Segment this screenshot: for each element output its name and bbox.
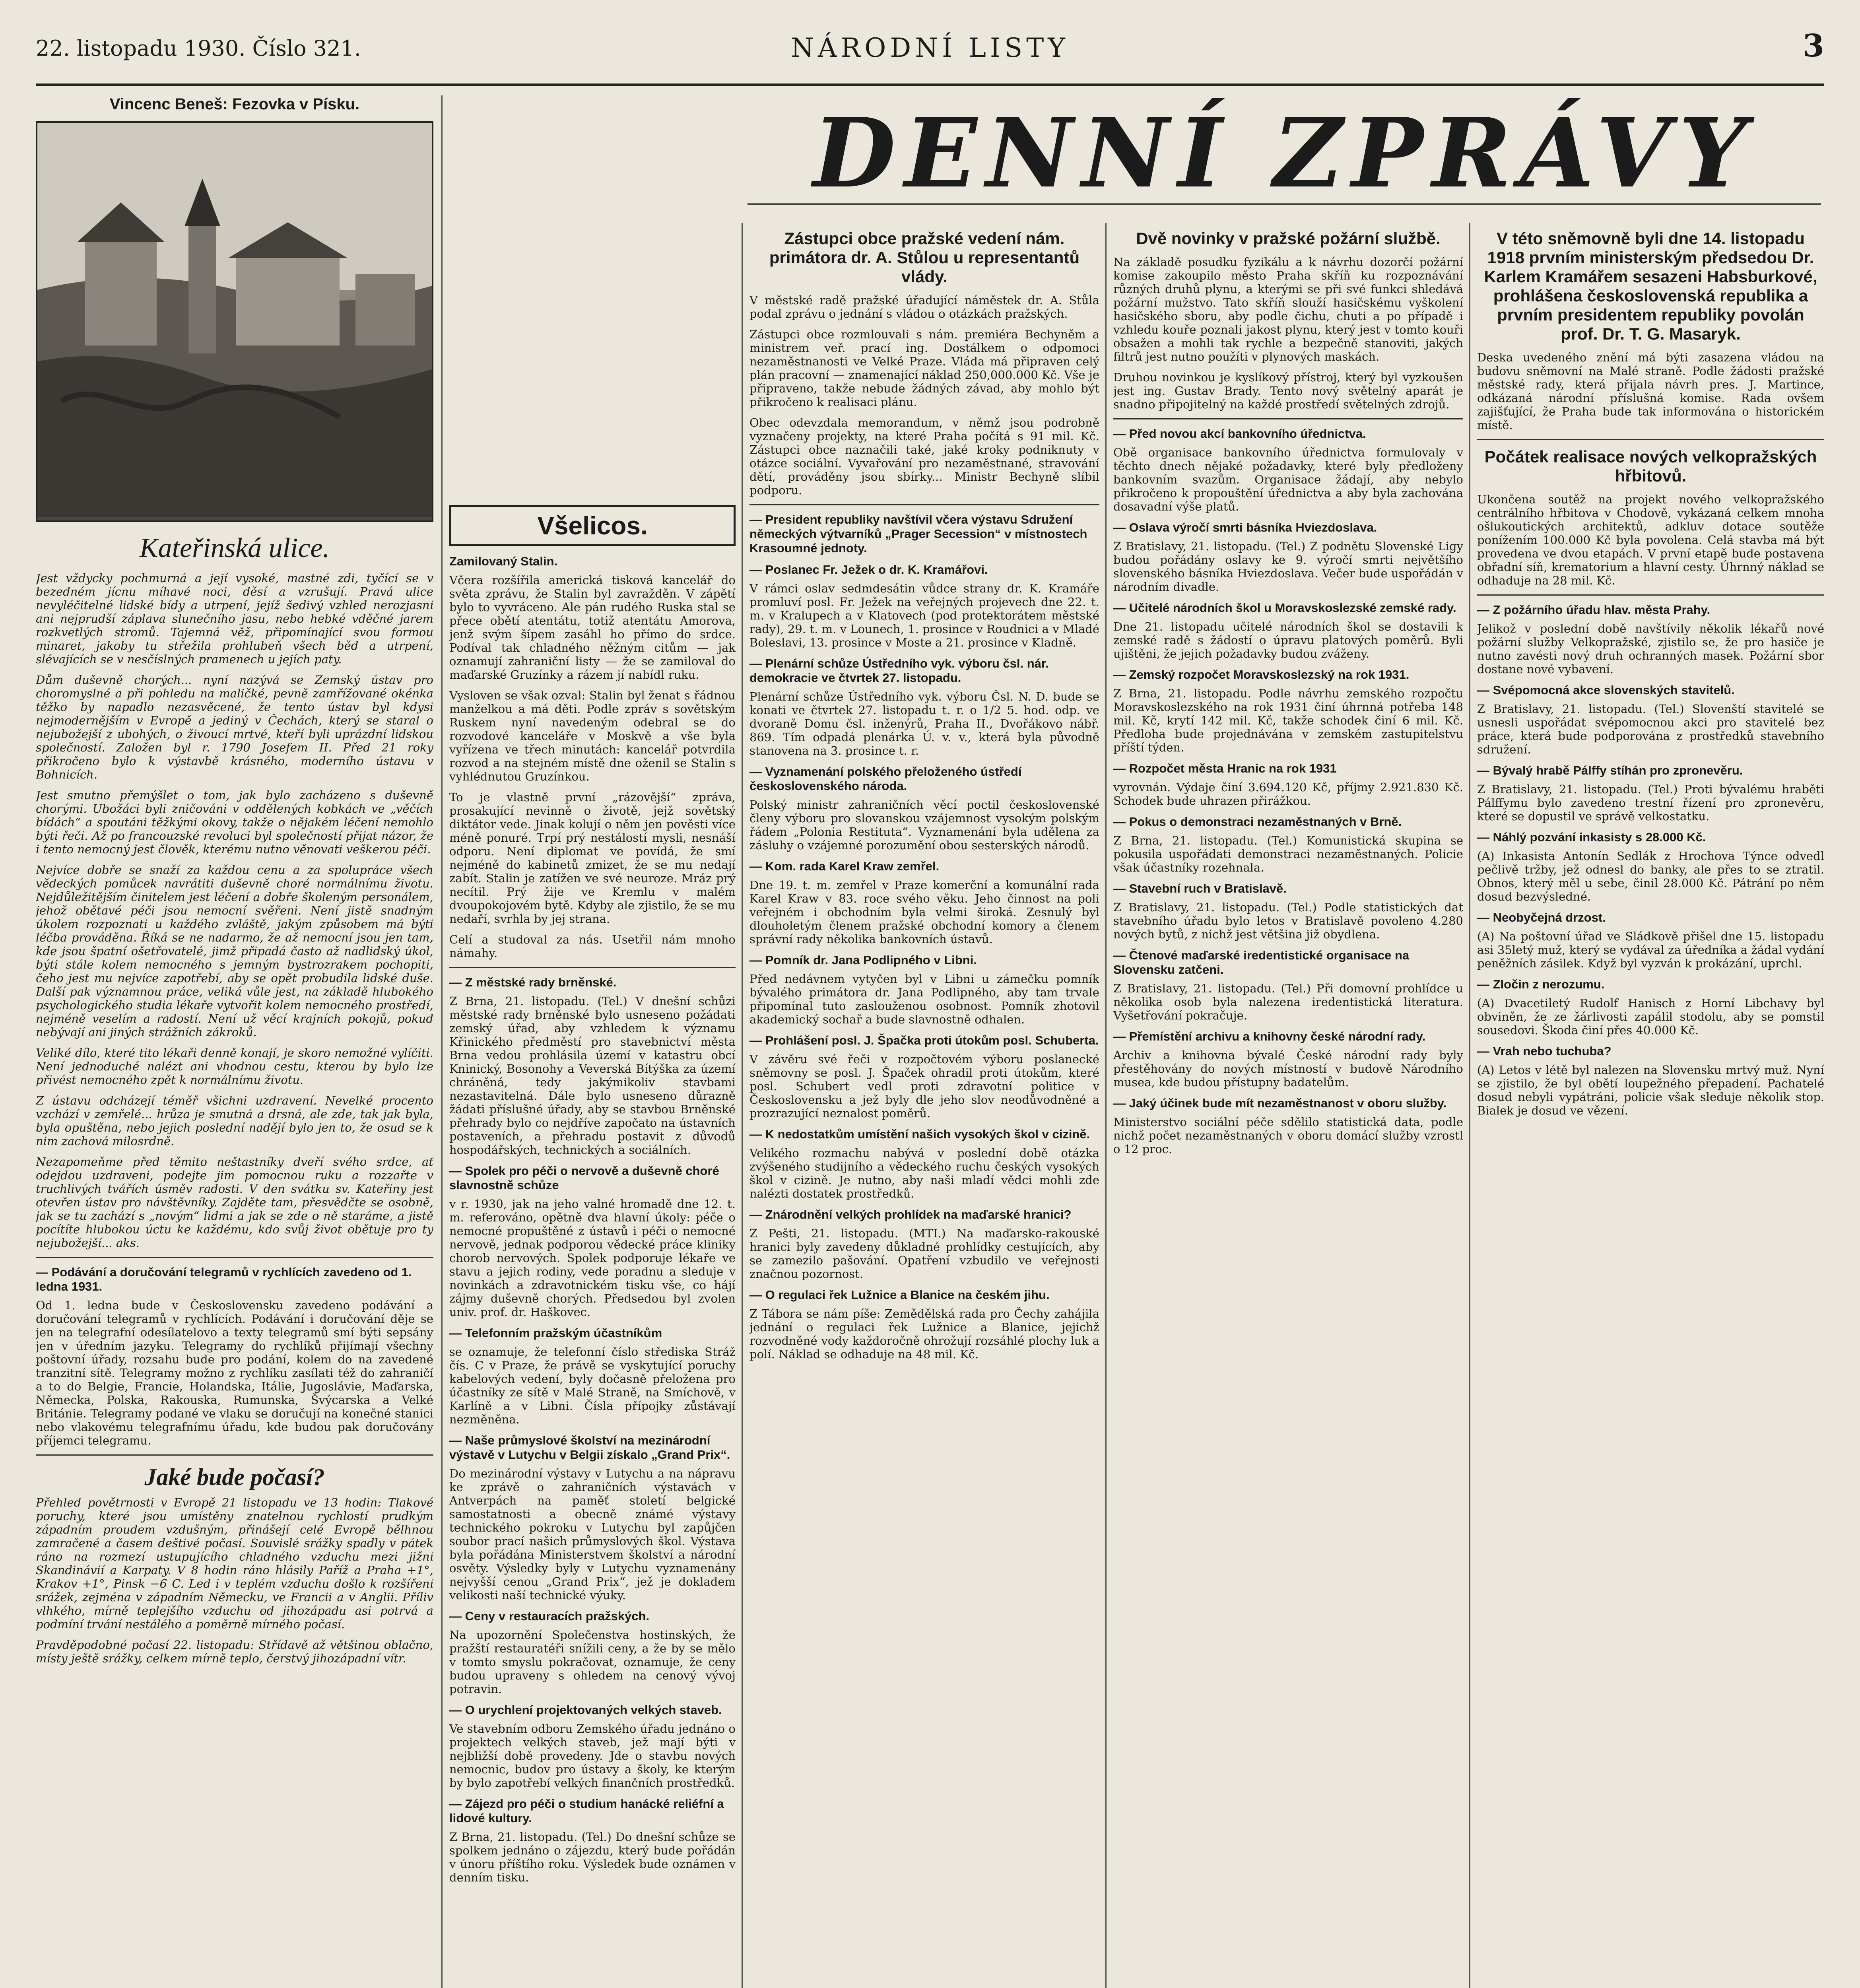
essay-paragraph: Nejvíce dobře se snaží za každou cenu a za spolupráce všech vědeckých pomůcek navrátiti duševně choré normálnímu životu. Nejdůležitějším činitelem jest léčení a dobře školeným personálem, jehož obětavé péči jsou nemocní svěřeni. Není jistě snadným úkolem rozpoznati u každého zvláště, jakým způsobem má býti léčba prováděna. Říká se ne nadarmo, že až nemocní jsou jen tam, kde jsou špatní ošetřovatelé, jimž připadá často až nadlidský úkol, býti stále kolem nemocného s jemným bystrozrakem pochopiti, čeho jest mu nejvíce zapotřebí, aby se opět probudila lidské duše. Další pak významnou práce, veliká vůle jest, na základě hlubokého psychologického studia lékaře vytvořit kolem nemocného prostředí, nejméně veselím a radostí. Není už věcí krajních pokojů, pokud nebývají ani jiných strážních zákroků. (36, 863, 433, 1039)
issue-date: 22. listopadu 1930. Číslo 321. (36, 36, 361, 61)
lead-paragraph: Obec odevzdala memorandum, v němž jsou podrobně vyznačeny projekty, na které Praha počítá s 91 mil. Kč. Zástupci obce naznačili také, jaké kroky podniknuty v otázce sociální. Vyvařování pro nezaměstnané, stravování dětí, prováděny jsou sbírky... Ministr Bechyně slíbil podporu. (749, 416, 1099, 497)
weather-title: Jaké bude počasí? (144, 1464, 325, 1490)
news-headline: — Kom. rada Karel Kraw zemřel. (749, 859, 940, 873)
news-headline: — Učitelé národních škol u Moravskoslezské zemské rady. (1113, 601, 1456, 615)
column-5 (1477, 223, 1824, 1988)
essay-paragraph: Jest smutno přemýšlet o tom, jak bylo zacházeno s duševně chorými. Ubožáci byli zničováni v oddělených kobkách ve „věčích bídách“ a spoutáni těžkými okovy, takže o nějakém léčení nemohlo býti řeči. Až po francouzské revoluci byl společností přijat názor, že i tento nemocný jest člověk, kterému nutno věnovati veškerou péči. (36, 788, 433, 856)
news-body: Od 1. ledna bude v Československu zavedeno podávání a doručování telegramů v rychlících. Podávání i doručování děje se jen na telegrafní odesílatelovo a texty telegramů smí býti sepsány jen v úředním jazyku. Telegramy do rychlíků přijímají všechny poštovní úřady, rozsahu bude pro podání, kolem do na zavedené tranzitní sítě. Telegramy možno z rychlíku zasílati též do zahraničí a to do Belgie, Francie, Holandska, Itálie, Jugoslávie, Maďarska, Německa, Polska, Rakouska, Rumunska, Švýcarska a Velké Británie. Telegramy podané ve vlaku se doručují na konečné stanici nebo vlakovému telegrafnímu úřadu, kde budou pak doručovány příjemci telegramu. (36, 1299, 433, 1447)
news-headline: — President republiky navštívil včera výstavu Sdružení německých výtvarníků „Prager Secession“ v místnostech Krasoumné jednoty. (749, 513, 1087, 555)
news-body: (A) Inkasista Antonín Sedlák z Hrochova Týnce odvedl pečlivě tržby, jež odnesl do banky, ale přes to se ztratil. Obnos, který měl u sebe, činil 28.000 Kč. Pátrání po něm dosud bezvýsledné. (1477, 849, 1824, 903)
news-list (449, 975, 736, 1884)
news-body: (A) Letos v létě byl nalezen na Slovensku mrtvý muž. Nyní se zjistilo, že byl obětí loupežného přepadení. Pachatelé dosud nebyli vypátráni, policie však sleduje několik stop. Bialek je dosud ve vězení. (1477, 1063, 1824, 1117)
news-body: Z Brna, 21. listopadu. (Tel.) Do dnešní schůze se spolkem jednáno o zájezdu, který bude pořádán v únoru příštího roku. Výsledek bude oznámen v denním tisku. (449, 1830, 736, 1884)
essay-paragraph: Dům duševně chorých... nyní nazývá se Zemský ústav pro choromyslné a při pohledu na maličké, pevně zamřížované okénka těžko by napadlo nezasvěcené, že tento ústav byl kdysi nejmodernějším v Evropě a jediný v Čechách, který se staral o nejubožejší z ubohých, o živoucí mrtvé, kteří byli uprázdní lidskou společností. Založen byl r. 1790 Josefem II. Před 21 roky přikročeno bylo k výstavbě krásného, moderního ústavu v Bohnicích. (36, 673, 433, 781)
news-list (1113, 427, 1463, 1156)
item-paragraph: Celí a studoval za nás. Usetřil nám mnoho námahy. (449, 933, 736, 960)
sub-headline: Počátek realisace nových velkopražských hřbitovů. (1484, 447, 1817, 485)
news-headline: — Před novou akcí bankovního úřednictva. (1113, 427, 1366, 441)
item-title: Zamilovaný Stalin. (449, 554, 558, 568)
page-header (36, 24, 1824, 86)
lead-paragraph: V městské radě pražské úřadující náměstek dr. A. Stůla podal zprávu o jednání s vládou o otázkách pražských. (749, 293, 1099, 320)
column-rule (441, 95, 443, 1988)
news-body: Z Tábora se nám píše: Zemědělská rada pro Čechy zahájila jednání o regulaci řek Lužnice a Blanice, jejichž rozvodněné vody každoročně ohrožují rozsáhlé plochy luk a polí. Náklad se odhaduje na 48 mil. Kč. (749, 1307, 1099, 1361)
news-headline: — Vrah nebo tuchuba? (1477, 1044, 1611, 1058)
column-rule (742, 223, 743, 1988)
column-rule (1105, 223, 1107, 1988)
news-headline: — Stavební ruch v Bratislavě. (1113, 881, 1287, 895)
sub-paragraph: Ukončena soutěž na projekt nového velkopražského centrálního hřbitova v Chodově, vykázaná celkem mnoha ošlukoutických architektů, adkluv dotace soutěže ponížením 100.000 Kč byla povolena. Celá stavba má být provedena ve dvou etapách. V první etapě bude postavena obřadní síň, krematorium a hlavní cesty. Úhrnný náklad se odhaduje na 28 mil. Kč. (1477, 493, 1824, 587)
news-body: Velikého rozmachu nabývá v poslední době otázka zvýšeného studijního a vědeckého ruchu českých vysokých škol v cizině. Je nutno, aby naši mladí vědci mohli zde nalézti dostatek prostředků. (749, 1146, 1099, 1200)
news-headline: — Náhlý pozvání inkasisty s 28.000 Kč. (1477, 830, 1706, 844)
news-headline: — Z městské rady brněnské. (449, 975, 617, 989)
lead-paragraph: Druhou novinkou je kyslíkový přístroj, který byl vyzkoušen jest ing. Gustav Brady. Tento nový světelný aparát je snadno připojitelný na každé prostředí světelných zdrojů. (1113, 371, 1463, 411)
news-headline: — Znárodnění velkých prohlídek na maďarské hranici? (749, 1208, 1072, 1221)
item-paragraph: Včera rozšířila americká tisková kancelář do světa zprávu, že Stalin byl zavražděn. V zápětí bylo to vyvráceno. Ale pán rudého Ruska stal se přece obětí atentátu, totiž atentátu Amorova, jenž svým šípem zasáhl ho přímo do srdce. Podíval tak chladného něžným citům — jak oznamují zahraniční listy — že se zamiloval do maďarské Gruzínky a rázem jí nabídl ruku. (449, 573, 736, 681)
section-banner: DENNÍ ZPRÁVY (747, 103, 1821, 205)
item-paragraph: Vysloven se však ozval: Stalin byl ženat s řádnou manželkou a má děti. Podle zpráv s sovětským Ruskem nyní navedeným odebral se do rozvodové kanceláře v Moskvě a vše byla vyřízena ve třech minutách: kancelář potvrdila rozvod a na stejném místě dne oženil se Stalin s vyhlédnutou Gruzínkou. (449, 689, 736, 783)
essay-title: Kateřinská ulice. (139, 533, 330, 563)
divider (36, 1454, 433, 1456)
news-body: Z Bratislavy, 21. listopadu. (Tel.) Slovenští stavitelé se usnesli uspořádat svépomocnou akci pro stavitelé bez práce, která bude podporována z prostředků stavebního sdružení. (1477, 702, 1824, 756)
newspaper-title: NÁRODNÍ LISTY (791, 33, 1069, 63)
lead-headline: Zástupci obce pražské vedení nám. primátora dr. A. Stůlou u representantů vlády. (769, 229, 1080, 286)
town-illustration (37, 123, 432, 517)
news-body: Polský ministr zahraničních věcí poctil československé členy výboru pro slovanskou vzájemnost vysokým polským řádem „Polonia Restituta“. Vyznamenání byla udělena za zásluhy o vzájemné porozumění obou sesterských národů. (749, 798, 1099, 852)
news-headline: — Oslava výročí smrti básníka Hviezdoslava. (1113, 520, 1377, 534)
news-body: Na upozornění Společenstva hostinských, že pražští restauratéři snížili ceny, a že by se mělo v tomto smyslu pokračovat, oznamuje, že ceny budou upraveny s ohledem na cenový vývoj potravin. (449, 1628, 736, 1696)
news-list (749, 513, 1099, 1361)
news-body: Z Brna, 21. listopadu. Podle návrhu zemského rozpočtu Moravskoslezského na rok 1931 činí úhrnná potřeba 148 mil. Kč, krytí 142 mil. Kč, takže schodek činí 6 mil. Kč. Předloha bude projednávána v zemském zastupitelstvu příští týden. (1113, 687, 1463, 754)
news-headline: — Pomník dr. Jana Podlipného v Libni. (749, 953, 977, 967)
lead-paragraph: Zástupci obce rozmlouvali s nám. premiéra Bechyněm a ministrem veř. prací ing. Dostálkem o odpomoci nezaměstnanosti ve Velké Praze. Vláda má připraven celý plán pracovní — znamenající náklad 250,000.000 Kč. Vše je připraveno, takže nebude žádných závad, aby mohlo být přikročeno k realisaci plánu. (749, 328, 1099, 409)
column-1 (36, 95, 433, 1988)
weather-paragraph: Přehled povětrnosti v Evropě 21 listopadu ve 13 hodin: Tlakové poruchy, které jsou umístěny znatelnou rychlostí prudkým západním proudem vzdušným, přinášejí celé Evropě bělhnou zamračené a časem deštivé počasí. Souvislé srážky spadly v pátek ráno na rozmezí ustupujícího chladného vzduchu mezi jižní Skandinávií a Karpaty. V 8 hodin ráno hlásily Paříž a Praha +1°, Krakov +1°, Pinsk −6 C. Led i v teplém vzduchu došlo k rozšíření srážek, zejména v západním Německu, ve Francii a v Anglii. Příliv vlhkého, mírně teplejšího vzduchu od jihozápadu asi potrvá a podmíní trvání nestálého a poměrně mírného počasí. (36, 1496, 433, 1631)
news-headline: — Pokus o demonstraci nezaměstnaných v Brně. (1113, 815, 1402, 829)
news-body: V závěru své řeči v rozpočtovém výboru poslanecké sněmovny se posl. J. Špaček ohradil proti útokům, které posl. Schubert vedl proti zdravotní politice v Československu a jež byly dle jeho slov neodůvodněné a prozrazující neznalost poměrů. (749, 1052, 1099, 1120)
news-headline: — Prohlášení posl. J. Špačka proti útokům posl. Schuberta. (749, 1033, 1099, 1047)
news-body: Ministerstvo sociální péče sdělilo statistická data, podle nichž počet nezaměstnaných v oboru domácí služby vzrostl o 12 proc. (1113, 1115, 1463, 1156)
news-headline: — Zemský rozpočet Moravskoslezský na rok 1931. (1113, 668, 1410, 681)
news-headline: — K nedostatkům umístění našich vysokých škol v cizině. (749, 1127, 1090, 1141)
divider (1113, 418, 1463, 419)
news-body: Obě organisace bankovního úřednictva formulovaly v těchto dnech nějaké požadavky, které byly předloženy bankovním svazům. Organisace žádají, aby nebylo přikročeno k propouštění úřednictva a aby byla zachována dosavadní výše platů. (1113, 446, 1463, 513)
column-3 (749, 223, 1099, 1988)
news-body: Z Bratislavy, 21. listopadu. (Tel.) Podle statistických dat stavebního úřadu bylo letos v Bratislavě povoleno 4.280 nových bytů, z nichž jest většina již obydlena. (1113, 901, 1463, 941)
news-headline: — Spolek pro péči o nervově a duševně choré slavnostně schůze (449, 1164, 719, 1192)
news-body: (A) Dvacetiletý Rudolf Hanisch z Horní Libchavy byl obviněn, že ze žárlivosti zapálil stodolu, aby se pomstil sousedovi. Škoda činí přes 40.000 Kč. (1477, 996, 1824, 1037)
news-body: Z Brna, 21. listopadu. (Tel.) Komunistická skupina se pokusila uspořádati demonstraci nezaměstnaných. Policie však účastníky rozehnala. (1113, 834, 1463, 874)
news-headline: — Bývalý hrabě Pálffy stíhán pro zpronevěru. (1477, 763, 1743, 777)
essay-body (36, 571, 433, 1250)
lead-paragraph: Na základě posudku fyzikálu a k návrhu dozorčí požární komise zakoupilo město Praha skříň ku rozpoznávání různých druhů plynu, a kterými se při své funkci shledává požární mužstvo. Tato skříň slouží hasičskému vyškolení hasičského sboru, aby podle čichu, chuti a po případě i vzhledu kouře poznali jakost plynu, který jest v tomto kouři obsažen a mohli tak rychle a bezpečně stanoviti, jakých filtrů jest nutno použíti v plynových maskách. (1113, 255, 1463, 363)
news-headline: — Zločin z nerozumu. (1477, 977, 1605, 991)
news-headline: — Podávání a doručování telegramů v rychlících zavedeno od 1. ledna 1931. (36, 1265, 412, 1293)
landscape-photo (36, 121, 433, 522)
news-body: Z Bratislavy, 21. listopadu. (Tel.) Při domovní prohlídce u několika osob byla nalezena iredentistická literatura. Vyšetřování pokračuje. (1113, 982, 1463, 1022)
news-headline: — Naše průmyslové školství na mezinárodní výstavě v Lutychu v Belgii získalo „Grand Prix“. (449, 1433, 730, 1462)
column-2 (449, 497, 736, 1988)
news-body: Před nedávnem vytyčen byl v Libni u zámečku pomník bývalého primátora dr. Jana Podlipného, aby tam trvale připomínal tuto zaslouženou osobnost. Pomník zhotovil akademický sochař a bude slavnostně odhalen. (749, 972, 1099, 1026)
divider (1477, 594, 1824, 596)
news-body: se oznamuje, že telefonní číslo střediska Stráž čís. C v Praze, že právě se vyskytující poruchy kabelových vedení, byly dočasně přeložena pro účastníky ze sítě v Malé Straně, na Smíchově, v Karlíně a v Libni. Čísla přípojky zůstávají nezměněna. (449, 1345, 736, 1426)
news-body: (A) Na poštovní úřad ve Sládkově přišel dne 15. listopadu asi 35letý muž, který se vydával za úředníka a žádal vydání peněžních zásilek. Když byl vyzván k prokázání, uprchl. (1477, 930, 1824, 970)
news-body: Plenární schůze Ústředního vyk. výboru Čsl. N. D. bude se konati ve čtvrtek 27. listopadu t. r. o 1/2 5. hod. odp. ve dvoraně Domu čsl. inženýrů, Praha II., Dvořákovo nábř. 869. Tím odpadá plenárka Ú. v. v., která byla původně stanovena na 3. prosince t. r. (749, 690, 1099, 757)
lead-headline: Dvě novinky v pražské požární službě. (1136, 229, 1441, 248)
news-headline: — Rozpočet města Hranic na rok 1931 (1113, 761, 1337, 775)
news-headline: — Z požárního úřadu hlav. města Prahy. (1477, 603, 1711, 617)
news-body: V rámci oslav sedmdesátin vůdce strany dr. K. Kramáře promluví posl. Fr. Ježek na veřejných projevech dne 22. t. m. v Kralupech a v Klatovech (pod protektorátem městské rady), 29. t. m. v Lounech, 1. prosince v Roudnici a v Mladé Boleslavi, 13. prosince v Moste a 21. prosince v Kladně. (749, 582, 1099, 649)
column-rule (1469, 223, 1470, 1988)
news-headline: — Ceny v restauracích pražských. (449, 1609, 650, 1623)
news-headline: — Neobyčejná drzost. (1477, 911, 1606, 924)
essay-paragraph: Veliké dílo, které tito lékaři denně konají, je skoro nemožné vylíčiti. Není jednoduché nalézt ani vhodnou cestu, kterou by bylo lze přivést nemocného zpět k normálnímu životu. (36, 1046, 433, 1087)
section-title-boxed: Všelicos. (449, 505, 736, 546)
divider (449, 967, 736, 968)
divider (36, 1257, 433, 1258)
news-headline: — Vyznamenání polského přeloženého ústředí československého národa. (749, 765, 1022, 793)
column-4 (1113, 223, 1463, 1988)
essay-paragraph: Jest vždycky pochmurná a její vysoké, mastné zdi, tyčící se v bezedném jícnu míhavé noci, děsí a vzrušují. Pravá ulice nevyléčitelné lidské bídy a utrpení, jejíž šedivý vzhled nerozjasní ani nejprudší záplava slunečního jasu, nebo hebké vděčné jarem rozkvetlých stromů. Tajemná věž, připomínající svou formou minaret, jakoby tu střežila prohlubeň všech běd a utrpení, slévajících se v nesčíslných pramenech u jejích paty. (36, 571, 433, 666)
news-body: Dne 21. listopadu učitelé národních škol se dostavili k zemské radě s žádostí o úpravu platových poměrů. Byli ujištěni, že jejich požadavky budou zváženy. (1113, 620, 1463, 660)
news-headline: — O regulaci řek Lužnice a Blanice na českém jihu. (749, 1288, 1050, 1302)
photo-caption: Vincenc Beneš: Fezovka v Písku. (109, 95, 360, 113)
news-body: Z Pešti, 21. listopadu. (MTI.) Na maďarsko-rakouské hranici byly zavedeny důkladné prohlídky cestujících, aby se zamezilo pašování. Opatření vzbudilo ve veřejnosti značnou pozornost. (749, 1227, 1099, 1281)
news-headline: — Telefonním pražským účastníkům (449, 1326, 662, 1340)
news-headline: — Zájezd pro péči o studium hanácké reliéfní a lidové kultury. (449, 1797, 724, 1825)
news-headline: — Jaký účinek bude mít nezaměstnanost v oboru služby. (1113, 1096, 1447, 1110)
weather-paragraph: Pravděpodobné počasí 22. listopadu: Střídavě až většinou oblačno, místy ještě srážky, celkem mírně teplo, čerstvý jihozápadní vítr. (36, 1638, 433, 1665)
news-body: Z Bratislavy, 21. listopadu. (Tel.) Z podnětu Slovenské Ligy budou pořádány oslavy ke 9. výročí smrti největšího slovenského básníka Hviezdoslava. Večer bude uspořádán v národním divadle. (1113, 540, 1463, 594)
essay-paragraph: Nezapomeňme před těmito neštastníky dveří svého srdce, ať odejdou uzdraveni, podejte jim pomocnou ruku a rozzařte v truchlivých tvářích úsměv radosti. V den svátku sv. Kateřiny jest otevřen ústav pro návštěvníky. Zajděte tam, přesvědčte se osobně, jak se tu zachází s „novým“ lidmi a jak se zde o ně staráme, a jistě pocítíte hlubokou úctu ke každému, kdo svůj život obětuje pro ty nejubožejší... aks. (36, 1155, 433, 1250)
news-body: Dne 19. t. m. zemřel v Praze komerční a komunální rada Karel Kraw v 83. roce svého věku. Jeho činnost na poli veřejném i obchodním byla velmi široká. Zesnulý byl dlouholetým členem pražské obchodní komory a členem správní rady několika bankovních ústavů. (749, 878, 1099, 946)
lead-headline: V této sněmovně byli dne 14. listopadu 1918 prvním ministerským předsedou Dr. Karlem Kramářem sesazeni Habsburkové, prohlášena československá republika a prvním presidentem republiky povolán prof. Dr. T. G. Masaryk. (1484, 229, 1817, 343)
essay-paragraph: Z ústavu odcházejí téměř všichni uzdravení. Nevelké procento vzchází v zemřelé... hrůza je smutná a drsná, ale zde, tak jak byla, byla opuštěna, nebo jejich poslední nadějí bylo jen to, že osud se k nim zachová milosrdně. (36, 1094, 433, 1148)
news-headline: — O urychlení projektovaných velkých staveb. (449, 1703, 722, 1717)
news-headline: — Svépomocná akce slovenských stavitelů. (1477, 683, 1735, 697)
news-headline: — Přemístění archivu a knihovny české národní rady. (1113, 1029, 1426, 1043)
divider (1477, 439, 1824, 440)
lead-paragraph: Deska uvedeného znění má býti zasazena vládou na budovu sněmovní na Malé straně. Podle žádosti pražské městské rady, která přijala návrh pres. J. Martince, odkázaná národní příslušná komise. Rada ovšem zajišťující, že Praha bude tak informována o historickém místě. (1477, 351, 1824, 432)
news-body: v r. 1930, jak na jeho valné hromadě dne 12. t. m. referováno, opětně dva hlavní úkoly: péče o nemocné propuštěné z ústavů i péči o nemocné nervově, jednak podporou vědecké práce kliniky chorob nervových. Spolek podporuje lékaře ve stavu a jejich rodiny, vede poradnu a sleduje v novinkách a zdravotnickém tisku vše, co hájí zájmy duševně chorých. Předsedou byl zvolen univ. prof. dr. Haškovec. (449, 1197, 736, 1319)
news-headline: — Čtenové maďarské iredentistické organisace na Slovensku zatčeni. (1113, 948, 1410, 977)
news-body: Do mezinárodní výstavy v Lutychu a na nápravu ke zprávě o zahraničních výstavách v Antverpách na paměť století belgické samostatnosti a obecně známé výstavy technického pokroku v Lutychu byl zapůjčen soubor prací našich průmyslových škol. Výstava byla pořádána Ministerstvem školství a národní osvěty. Výsledky byly v Lutychu vyznamenány nejvyšší cenou „Grand Prix“, jež je dokladem velikosti naší technické výuky. (449, 1467, 736, 1602)
news-body: Z Bratislavy, 21. listopadu. (Tel.) Proti bývalému hraběti Pálffymu bylo zavedeno trestní řízení pro zpronevěru, které se dopustil ve správě velkostatku. (1477, 782, 1824, 823)
divider (749, 504, 1099, 505)
news-body: vyrovnán. Výdaje činí 3.694.120 Kč, příjmy 2.921.830 Kč. Schodek bude uhrazen přirážkou. (1113, 780, 1463, 808)
item-paragraph: To je vlastně první „rázovější“ zpráva, prosakující nevinně o životě, jejž sovětský diktátor vede. Jinak kolují o něm jen pověsti více méně ponuré. Trpí prý nestálostí mysli, nesnáší odporu. Není diplomat ve povídá, že smí nejméně do kabinetů zmizet, že se mu nedají zabít. Stalin je zatížen ve své neuroze. Mráz prý necítil. Prý žije ve Kremlu v malém dvoupokojovém bytě. Kdyby ale zjistilo, že se mu nedaří, svrhla by jej strana. (449, 790, 736, 926)
page-number: 3 (1802, 28, 1824, 64)
news-body: Z Brna, 21. listopadu. (Tel.) V dnešní schůzi městské rady brněnské bylo usneseno požádati zemský úřad, aby vzhledem k významu Křinického předměstí pro stavebnictví města Brna vedou prohlásila území v katastru obcí Kninický, Bosonohy a Veverská Bítýška za území chráněná, tedy jakýmikoliv stavbami nezastavitelná. Dále bylo usneseno důrazně žádati příslušné úřady, aby se stavbou Brněnské přehrady bylo co nejdříve započato na ústavních postaveních, a přehradu postavit z důvodů hospodářských, technických a sociálních. (449, 994, 736, 1157)
news-headline: — Poslanec Fr. Ježek o dr. K. Kramářovi. (749, 563, 988, 577)
news-headline: — Plenární schůze Ústředního vyk. výboru čsl. nár. demokracie ve čtvrtek 27. listopadu. (749, 656, 1049, 685)
news-list (1477, 603, 1824, 1117)
news-body: Ve stavebním odboru Zemského úřadu jednáno o projektech velkých staveb, jež mají býti v nejbližší době provedeny. Jde o stavbu nových nemocnic, budov pro ústavy a školy, ke kterým by bylo zapotřebí velkých finančních prostředků. (449, 1722, 736, 1790)
news-body: Jelikož v poslední době navštívily několik lékařů nové požární služby Velkopražské, zjistilo se, že pro hasiče je nutno zavésti nový druh ochranných masek. Požární sbor dostane nové vybavení. (1477, 622, 1824, 676)
weather-body (36, 1496, 433, 1665)
news-body: Archiv a knihovna bývalé České národní rady byly přestěhovány do nových místností v budově Národního musea, kde budou přístupny badatelům. (1113, 1048, 1463, 1089)
